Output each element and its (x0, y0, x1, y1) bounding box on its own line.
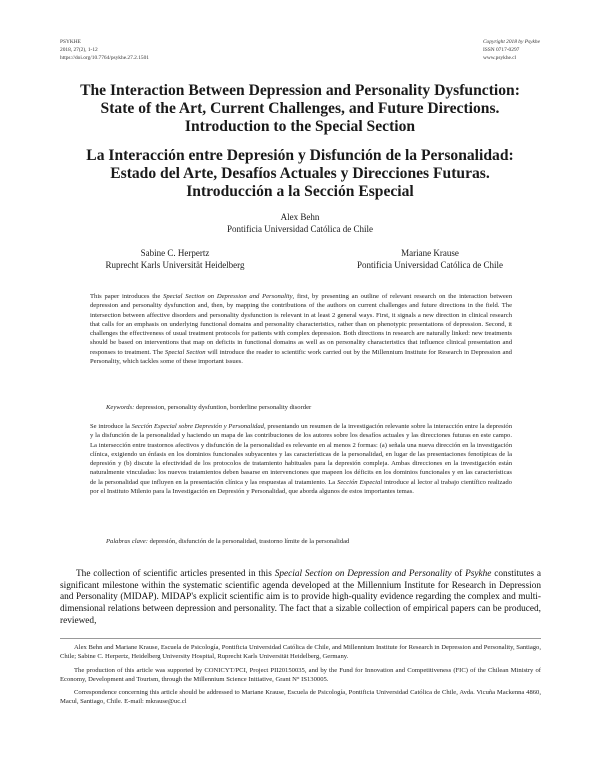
abstract-text: This paper introduces the (90, 293, 164, 300)
body-text: constitutes a significant milestone within the systematic scientific agenda developed at the Millennium Institute for Research in Depression and Personality (MIDAP). MIDAP's explicit scientific aim is to provide high-quality evidence regarding the complex and multi-dimensional relations between depression and personality. The fact that a sizable collection of empirical papers can be produced, reviewed, (60, 569, 541, 626)
body-paragraph (60, 569, 541, 628)
keywords-label: Keywords: (106, 404, 135, 411)
abstract-text: , presentando un resumen de la investigación relevante sobre la interacción entre la depresión y la disfunción de la personalidad y haciendo un mapa de las contribuciones de los autores sobre los desafíos actuales y las direcciones futuras en este campo. La intersección entre trastornos afectivos y disfunción de la personalidad es relevante en al menos 2 formas: (a) señala una nueva dirección en la investigación clínica, exigiendo un énfasis en los dominios funcionales subyacentes y las características de la personalidad, en lugar de las presentaciones fenotípicas de la depresión y (b) discute la efectividad de los protocolos de tratamiento habituales para la depresión compleja. Ambas direcciones en la investigación están naturalmente vinculadas: los nuevos tratamientos deben basarse en intervenciones que mapeen los déficits en los dominios funcionales y en las características de la personalidad que influyen en la presentación clínica y las respuestas al tratamiento. La (90, 423, 512, 486)
title-spanish (40, 147, 560, 201)
journal-name: PSYKHE (60, 39, 81, 45)
author-name: Sabine C. Herpertz (140, 248, 210, 258)
citation: 2018, 27(2), 1-12 (60, 47, 98, 53)
title-line: La Interacción entre Depresión y Disfunción de la Personalidad: (86, 147, 514, 164)
keywords-english (106, 404, 311, 411)
body-text: The collection of scientific articles presented in this (76, 569, 275, 579)
title-line: Introducción a la Sección Especial (186, 183, 414, 200)
footnote-correspondence: Correspondence concerning this article should be addressed to Mariane Krause, Escuela de Psicología, Pontificia Universidad Católica de Chile, Avda. Vicuña Mackenna 4860, Macul, Santiago, Chile. E-mail: mkrause@uc.cl (60, 689, 541, 706)
abstract-italic: Sección Especial (337, 478, 383, 486)
abstract-english (90, 292, 512, 366)
body-italic: Psykhe (465, 569, 492, 579)
footnote-divider (60, 638, 541, 639)
abstract-text: , first, by presenting an outline of relevant research on the interaction between depression and personality dysfunction and, then, by mapping the contributions of the authors on current challenges and future directions in the field. The intersection between affective disorders and personality dysfunction is relevant in at least 2 general ways. First, it signals a new direction in clinical research that calls for an emphasis on underlying functional domains and personality characteristics, rather than on phenotypic presentations of depression. Second, it challenges the effectiveness of usual treatment protocols for patients with complex depression. Both directions in research are naturally linked: new treatments should be based on interventions that map on deficits in functional domains as well as on personality characteristics that influence clinical presentation and responses to treatment. The (90, 293, 513, 356)
author-krause (340, 247, 520, 271)
body-text: of (451, 569, 466, 579)
abstract-italic: Special Section on Depression and Personality (163, 293, 293, 300)
website-link[interactable]: www.psykhe.cl (482, 55, 517, 61)
title-line: Estado del Arte, Desafíos Actuales y Direcciones Futuras. (110, 165, 490, 182)
keywords-spanish (106, 538, 349, 545)
header-right (483, 38, 540, 62)
copyright: Copyright 2018 by Psykhe (482, 39, 540, 45)
author-name: Alex Behn (280, 212, 320, 222)
abstract-text: will introduce the reader to scientific work carried out by the Millennium Institute for Research in Depression and Personality, which tackles some of these important issues. (90, 348, 512, 366)
author-herpertz (90, 247, 260, 271)
title-line: The Interaction Between Depression and Personality Dysfunction: (80, 82, 520, 99)
title-line: Introduction to the Special Section (184, 118, 416, 135)
keywords-label: Palabras clave: (106, 538, 148, 545)
title-line: State of the Art, Current Challenges, and Future Directions. (100, 100, 500, 117)
keywords-text: depression, personality dysfuntion, borderline personality disorder (134, 404, 312, 411)
author-name: Mariane Krause (401, 248, 459, 258)
footnote-affiliations: Alex Behn and Mariane Krause, Escuela de Psicología, Pontificia Universidad Católica de Chile, and Millennium Institute for Research in Depression and Personality, Santiago, Chile; Sabine C. Herpertz, Heidelberg University Hospital, Ruprecht Karls Universität Heidelberg, Germany. (60, 644, 541, 661)
author-affiliation: Ruprecht Karls Universität Heidelberg (105, 260, 245, 270)
abstract-text: introduce al lector al trabajo científico realizado por el Instituto Milenio para la Investigación en Depresión y Personalidad, que aborda algunos de estos importantes temas. (90, 478, 512, 496)
author-affiliation: Pontificia Universidad Católica de Chile (357, 260, 503, 270)
header-left (60, 38, 149, 62)
abstract-spanish (90, 422, 512, 496)
doi-link[interactable]: https://doi.org/10.7764/psykhe.27.2.1501 (60, 55, 149, 61)
issn: ISSN 0717-0297 (482, 47, 520, 53)
abstract-italic: Special Section (164, 348, 206, 356)
author-behn (200, 211, 400, 235)
footnote-funding: The production of this article was supported by CONICYT/PCI, Project PII20150035, and by the Fund for Innovation and Competitiveness (FIC) of the Chilean Ministry of Economy, Development and Tourism, through the Millennium Science Initiative, Grant N° IS130005. (60, 666, 541, 683)
abstract-italic: Sección Especial sobre Depresión y Personalidad (131, 423, 264, 430)
title-english (40, 82, 560, 136)
body-italic: Special Section on Depression and Personality (274, 569, 452, 579)
footnotes (60, 643, 541, 711)
abstract-text: Se introduce la (90, 423, 132, 430)
author-affiliation: Pontificia Universidad Católica de Chile (227, 224, 373, 234)
keywords-text: depresión, disfunción de la personalidad, trastorno límite de la personalidad (147, 538, 350, 545)
